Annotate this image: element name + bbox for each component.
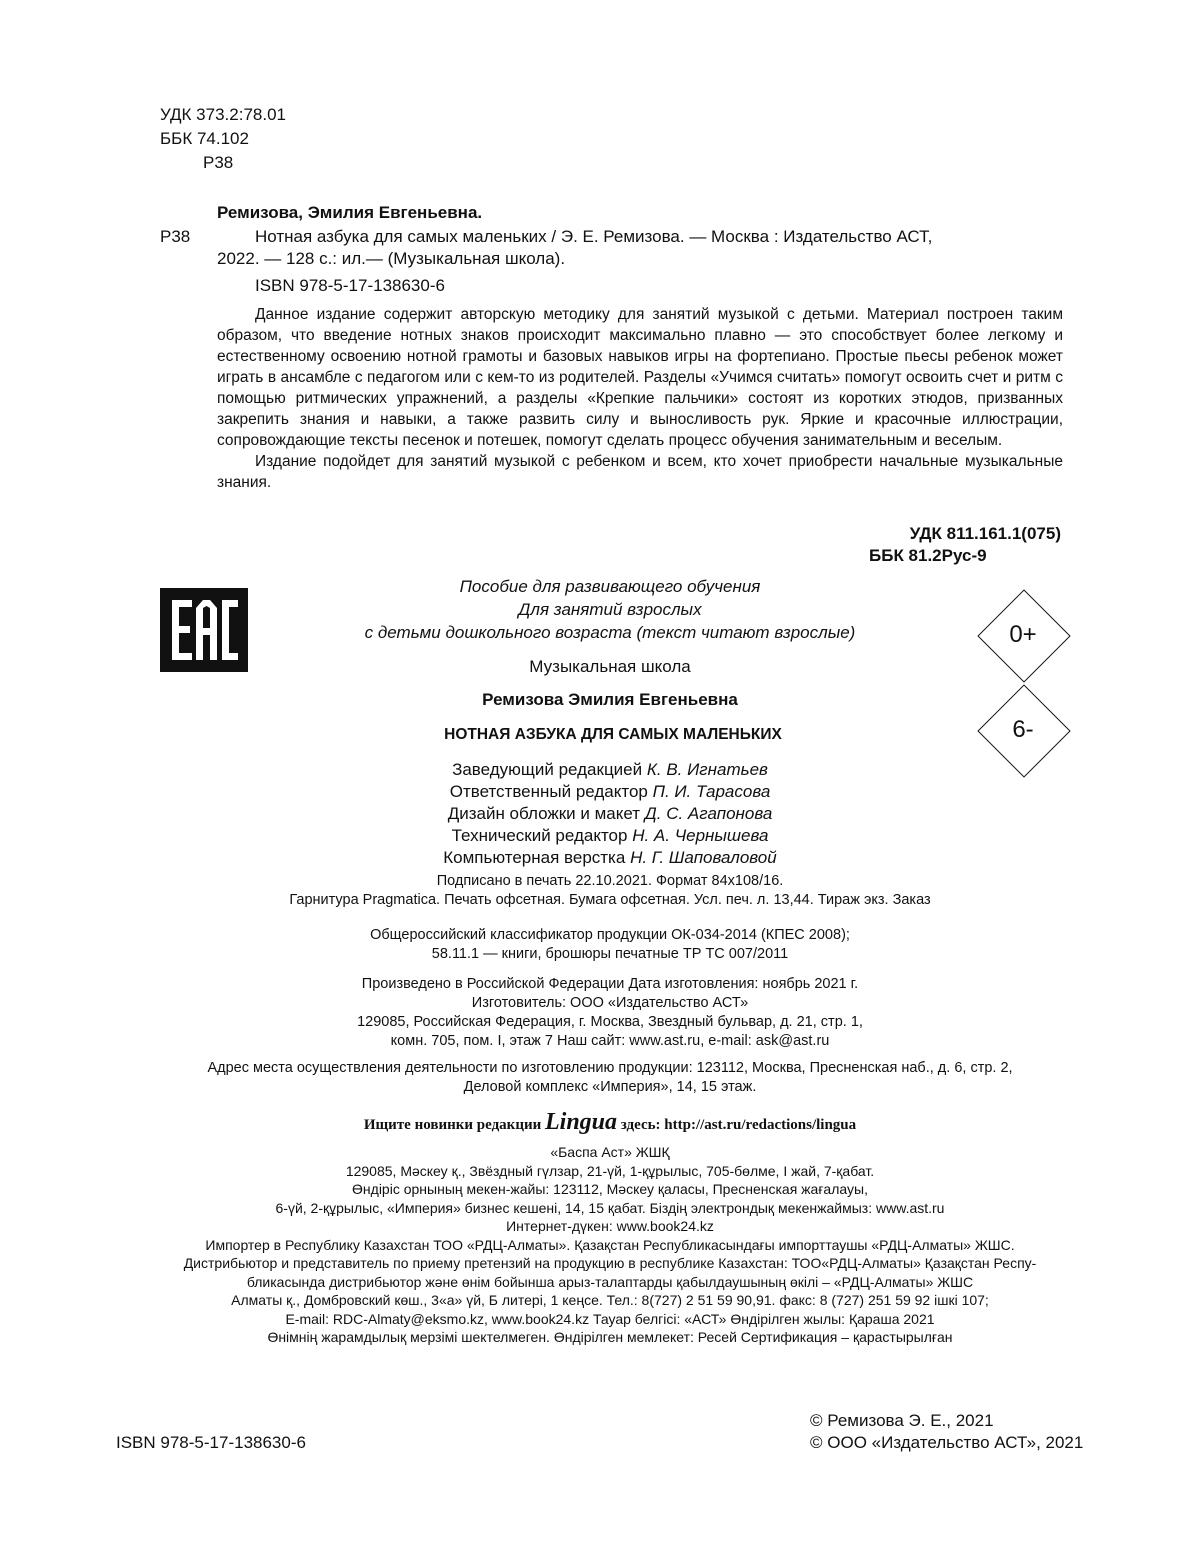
kz-line: Өнімнің жарамдылық мерзімі шектелмеген. Өндірілген мемлекет: Ресей Сертификация – қарастырылған — [267, 1329, 953, 1345]
staff-name: Н. Г. Шаповаловой — [630, 848, 777, 867]
lingua-prefix: Ищите новинки редакции — [363, 1117, 542, 1133]
produced-line-1: Произведено в Российской Федерации Дата изготовления: ноябрь 2021 г. — [361, 976, 859, 992]
eac-mark-logo — [160, 588, 248, 672]
bbk-bold: ББК 81.2Рус-9 — [869, 546, 987, 565]
kz-line: E-mail: RDC-Almaty@eksmo.kz, www.book24.kz Тауар белгісі: «АСТ» Өндірілген жылы: Қараша 2021 — [285, 1310, 935, 1327]
staff-role: Дизайн обложки и макет — [447, 804, 645, 823]
kz-line: 6-үй, 2-құрылыс, «Империя» бизнес кешені, 14, 15 қабат. Біздің электрондық мекенжаймыз: www.ast.ru — [275, 1199, 945, 1216]
purpose-line-3: с детьми дошкольного возраста (текст читают взрослые) — [364, 623, 856, 642]
kz-line: Интернет-дүкен: www.book24.kz — [506, 1218, 714, 1234]
produced-line-3: 129085, Российская Федерация, г. Москва, Звездный бульвар, д. 21, стр. 1, — [357, 1014, 863, 1030]
udk-bold: УДК 811.161.1(075) — [909, 524, 1061, 543]
staff-list — [380, 759, 840, 869]
staff-line-5 — [380, 847, 840, 869]
purpose-line-2: Для занятий взрослых — [518, 600, 702, 619]
staff-name: Н. А. Чернышева — [632, 826, 769, 845]
staff-role: Компьютерная верстка — [443, 848, 631, 867]
staff-role: Заведующий редакцией — [452, 760, 647, 779]
biblio-title-line1: Нотная азбука для самых маленьких / Э. Е. Ремизова. — Москва : Издательство АСТ, — [255, 227, 933, 246]
signed-to-print: Подписано в печать 22.10.2021. Формат 84x108/16. — [436, 873, 784, 889]
print-details: Гарнитура Pragmatica. Печать офсетная. Бумага офсетная. Усл. печ. л. 13,44. Тираж экз. Заказ — [289, 892, 931, 908]
lingua-logo: Lingua — [545, 1109, 618, 1135]
bbk-code: ББК 74.102 — [160, 129, 249, 148]
produced-line-4: комн. 705, пом. I, этаж 7 Наш сайт: www.ast.ru, e-mail: ask@ast.ru — [390, 1033, 830, 1049]
annotation-paragraph-2: Издание подойдет для занятий музыкой с ребенком и всем, кто хочет приобрести начальные музыкальные знания. — [217, 453, 1063, 491]
author-sign-code: Р38 — [203, 153, 234, 172]
lingua-suffix: здесь: http://ast.ru/redactions/lingua — [620, 1117, 857, 1133]
staff-name: К. В. Игнатьев — [646, 760, 768, 779]
staff-line-4 — [380, 825, 840, 847]
udk-code: УДК 373.2:78.01 — [160, 105, 286, 124]
kz-line: Алматы қ., Домбровский көш., 3«а» үй, Б литері, 1 кеңсе. Тел.: 8(727) 2 51 59 90,91. факс: 8 (727) 251 59 92 ішкі 107; — [231, 1292, 989, 1308]
age-rating-0: 0+ — [1009, 621, 1037, 648]
biblio-author-sign: Р38 — [160, 227, 191, 246]
annotation — [217, 304, 1063, 493]
kz-line: Импортер в Республику Казахстан ТОО «РДЦ-Алматы». Қазақстан Республикасындағы импорттаушы «РДЦ-Алматы» ЖШС. — [205, 1236, 1015, 1253]
annotation-paragraph-1: Данное издание содержит авторскую методику для занятий музыкой с детьми. Материал построен таким образом, что введение нотных знаков происходит максимально плавно — это способствует более легкому и естественному освоению нотной грамоты и базовых навыков игры на фортепиано. Простые пьесы ребенок может играть в ансамбле с педагогом или с кем-то из родителей. Разделы «Учимся считать» помогут освоить счет и ритм с помощью ритмических упражнений, а разделы «Крепкие пальчики» состоят из коротких этюдов, призванных закрепить знания и навыки, а также развить силу и выносливость рук. Яркие и красочные иллюстрации, сопровождающие тексты песенок и потешек, помогут сделать процесс обучения занимательным и веселым. — [217, 306, 1063, 449]
biblio-title-line2: 2022. — 128 с.: ил.— (Музыкальная школа). — [217, 249, 566, 268]
copyright-publisher: © ООО «Издательство АСТ», 2021 — [810, 1433, 1084, 1452]
produced-line-2: Изготовитель: ООО «Издательство АСТ» — [471, 995, 749, 1011]
kz-block — [110, 1143, 1110, 1347]
kz-line: «Баспа Аст» ЖШҚ — [550, 1144, 670, 1160]
classifier-line-1: Общероссийский классификатор продукции ОК-034-2014 (КПЕС 2008); — [370, 927, 850, 943]
kz-line: 129085, Мәскеу қ., Звёздный гүлзар, 21-үй, 1-құрылыс, 705-бөлме, I жай, 7-қабат. — [345, 1162, 875, 1179]
staff-role: Ответственный редактор — [449, 782, 653, 801]
series-name: Музыкальная школа — [529, 657, 691, 676]
staff-role: Технический редактор — [451, 826, 633, 845]
age-rating-6: 6- — [1012, 716, 1034, 743]
copyright-author: © Ремизова Э. Е., 2021 — [810, 1411, 994, 1430]
kz-line: Өндіріс орнының мекен-жайы: 123112, Мәскеу қаласы, Пресненская жағалауы, — [352, 1181, 868, 1197]
imprint-author: Ремизова Эмилия Евгеньевна — [482, 690, 738, 709]
classifier-line-2: 58.11.1 — книги, брошюры печатные ТР ТС 007/2011 — [431, 946, 789, 962]
lingua-line — [200, 1107, 1020, 1140]
kz-line: Дистрибьютор и представитель по приему претензий на продукцию в республике Казахстан: ТОО«РДЦ-Алматы» Қазақстан Респу- — [183, 1255, 1037, 1271]
purpose-line-1: Пособие для развивающего обучения — [459, 577, 761, 596]
biblio-isbn: ISBN 978-5-17-138630-6 — [255, 276, 445, 295]
staff-name: Д. С. Агапонова — [644, 804, 773, 823]
address-line-1: Адрес места осуществления деятельности по изготовлению продукции: 123112, Москва, Пресненская наб., д. 6, стр. 2, — [207, 1060, 1013, 1076]
kz-line: бликасында дистрибьютор және өнім бойынша арыз-талаптарды қабылдаушының өкілі – «РДЦ-Алматы» ЖШС — [246, 1273, 974, 1290]
staff-line-1 — [380, 759, 840, 781]
staff-line-3 — [380, 803, 840, 825]
imprint-title: НОТНАЯ АЗБУКА ДЛЯ САМЫХ МАЛЕНЬКИХ — [444, 726, 782, 743]
biblio-author: Ремизова, Эмилия Евгеньевна. — [217, 203, 483, 222]
address-line-2: Деловой комплекс «Империя», 14, 15 этаж. — [463, 1079, 757, 1095]
staff-line-2 — [380, 781, 840, 803]
footer-isbn: ISBN 978-5-17-138630-6 — [116, 1433, 306, 1452]
staff-name: П. И. Тарасова — [652, 782, 771, 801]
